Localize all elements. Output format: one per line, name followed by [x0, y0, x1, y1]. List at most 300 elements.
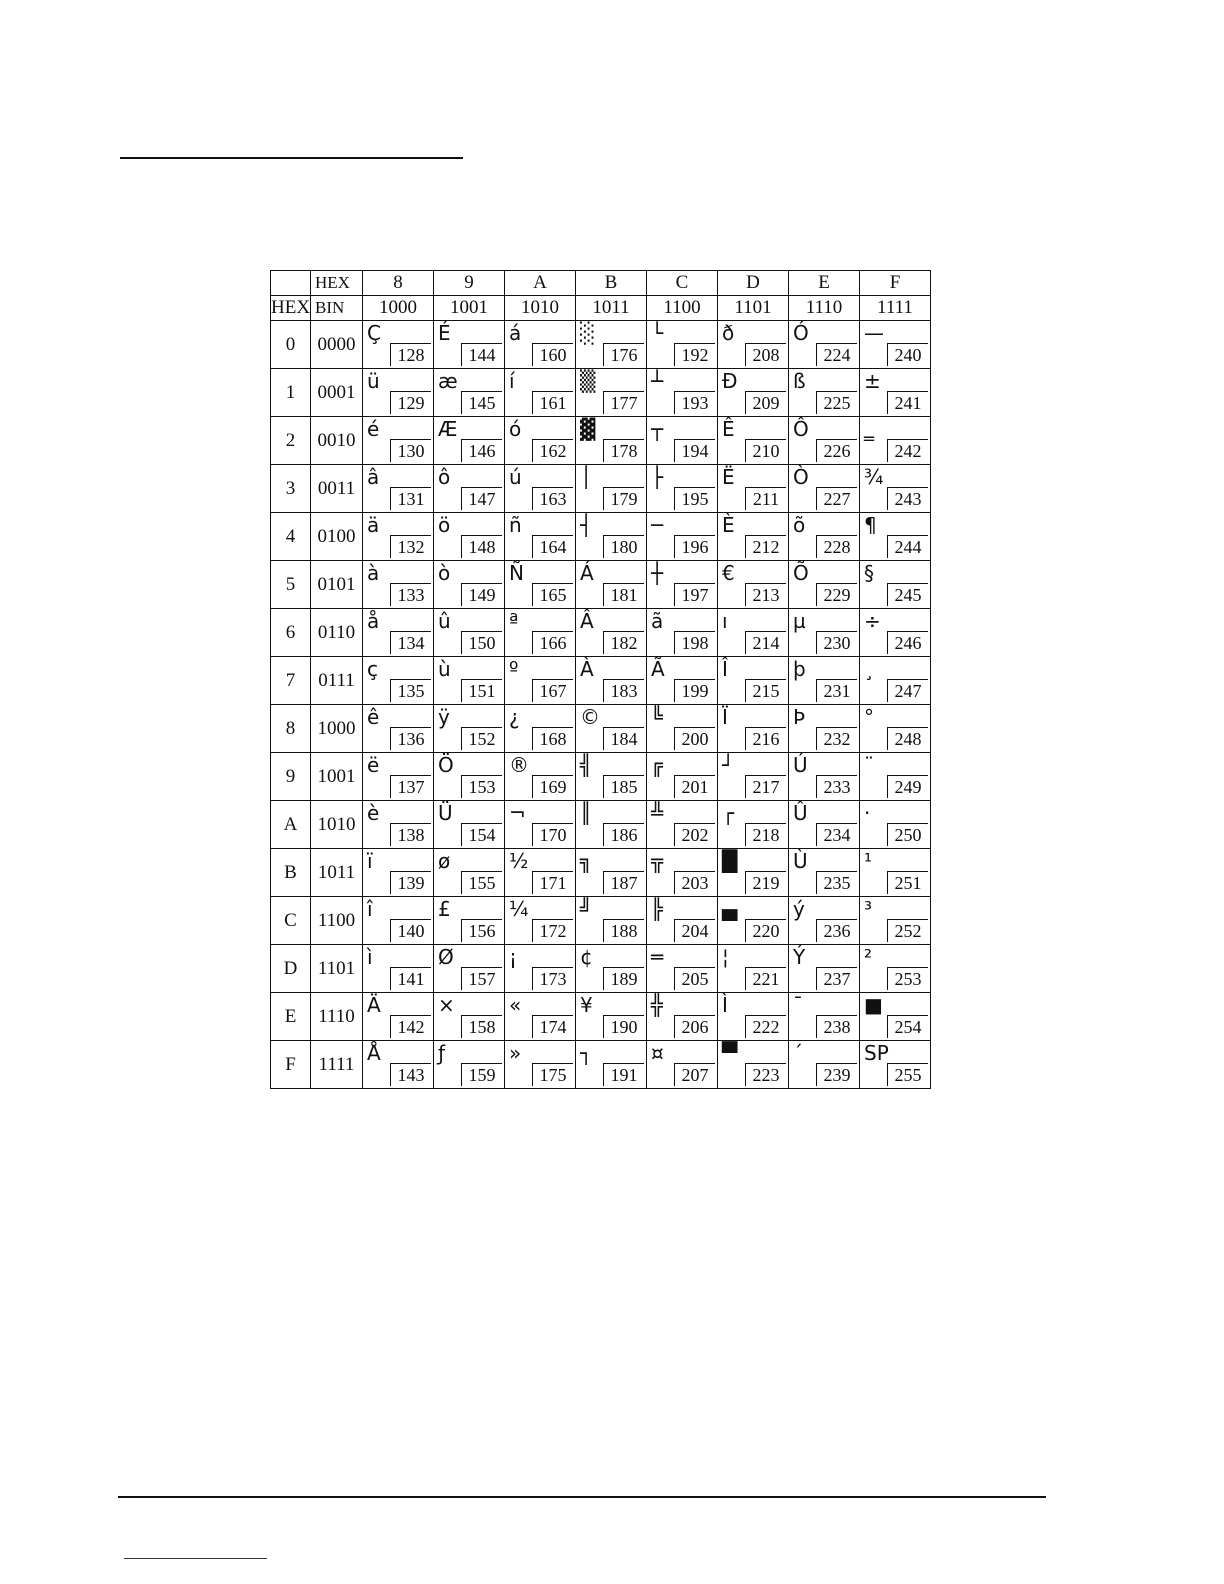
decimal-code: 240	[887, 343, 928, 366]
row-bin-value: 1000	[311, 705, 363, 753]
table-body	[271, 321, 931, 1089]
character-cell-body	[647, 657, 717, 704]
decimal-code: 223	[745, 1063, 786, 1086]
decimal-code: 163	[532, 487, 573, 510]
character-cell	[860, 321, 931, 369]
decimal-code: 167	[532, 679, 573, 702]
character-cell-body	[860, 513, 930, 560]
character-glyph: ░	[580, 321, 596, 345]
character-glyph: Đ	[722, 369, 738, 393]
character-glyph: ©	[580, 705, 600, 729]
character-glyph: ò	[438, 561, 451, 585]
row-hex-value: 9	[271, 753, 311, 801]
character-cell	[505, 513, 576, 561]
character-cell	[363, 561, 434, 609]
character-cell-body	[363, 561, 433, 608]
decimal-code: 231	[816, 679, 857, 702]
decimal-code: 202	[674, 823, 715, 846]
character-cell-body	[576, 705, 646, 752]
character-cell-body	[363, 849, 433, 896]
row-hex-value: F	[271, 1041, 311, 1089]
character-cell	[576, 513, 647, 561]
decimal-code: 220	[745, 919, 786, 942]
character-glyph: ƒ	[438, 1041, 446, 1065]
character-glyph: ·	[864, 801, 871, 825]
decimal-code: 227	[816, 487, 857, 510]
decimal-code: 199	[674, 679, 715, 702]
table-row	[271, 513, 931, 561]
character-glyph: ╠	[651, 897, 664, 921]
decimal-code: 138	[390, 823, 431, 846]
row-hex-value: 0	[271, 321, 311, 369]
decimal-code: 143	[390, 1063, 431, 1086]
character-cell-body	[576, 513, 646, 560]
character-cell	[718, 849, 789, 897]
bin-header-row	[271, 296, 931, 321]
character-glyph: €	[722, 561, 735, 585]
character-cell-body	[505, 561, 575, 608]
character-cell	[363, 993, 434, 1041]
decimal-code: 197	[674, 583, 715, 606]
character-glyph: ö	[438, 513, 451, 537]
character-glyph: ÿ	[438, 705, 450, 729]
character-cell-body	[860, 417, 930, 464]
character-glyph: î	[367, 897, 373, 921]
character-glyph: à	[367, 561, 380, 585]
row-hex-value: A	[271, 801, 311, 849]
character-cell-body	[718, 321, 788, 368]
decimal-code: 166	[532, 631, 573, 654]
decimal-code: 210	[745, 439, 786, 462]
decimal-code: 212	[745, 535, 786, 558]
character-cell-body	[789, 897, 859, 944]
character-cell-body	[647, 561, 717, 608]
character-cell	[576, 609, 647, 657]
character-glyph: ╗	[580, 849, 593, 873]
row-hex-value: 2	[271, 417, 311, 465]
table-row	[271, 993, 931, 1041]
character-glyph: ▒	[580, 369, 596, 393]
character-cell-body	[647, 417, 717, 464]
column-hex-d: D	[718, 271, 789, 296]
decimal-code: 173	[532, 967, 573, 990]
character-cell	[434, 993, 505, 1041]
character-glyph: ┘	[722, 753, 735, 777]
character-cell	[576, 657, 647, 705]
character-cell	[505, 1041, 576, 1089]
character-cell	[434, 657, 505, 705]
decimal-code: 244	[887, 535, 928, 558]
character-glyph: ╦	[651, 849, 664, 873]
character-cell	[789, 657, 860, 705]
decimal-code: 159	[461, 1063, 502, 1086]
character-glyph: SP	[864, 1041, 889, 1065]
decimal-code: 157	[461, 967, 502, 990]
decimal-code: 216	[745, 727, 786, 750]
column-hex-c: C	[647, 271, 718, 296]
decimal-code: 236	[816, 919, 857, 942]
hex-label: HEX	[311, 271, 363, 296]
character-glyph: Ñ	[509, 561, 524, 585]
column-bin-c: 1100	[647, 296, 718, 321]
character-cell-body	[718, 465, 788, 512]
character-cell-body	[505, 849, 575, 896]
character-cell	[789, 561, 860, 609]
decimal-code: 245	[887, 583, 928, 606]
character-cell-body	[789, 705, 859, 752]
character-cell	[505, 705, 576, 753]
character-cell-body	[789, 753, 859, 800]
decimal-code: 135	[390, 679, 431, 702]
decimal-code: 207	[674, 1063, 715, 1086]
character-cell	[505, 849, 576, 897]
character-glyph: ø	[438, 849, 451, 873]
character-glyph: þ	[793, 657, 806, 681]
decimal-code: 196	[674, 535, 715, 558]
decimal-code: 201	[674, 775, 715, 798]
character-cell-body	[647, 897, 717, 944]
character-cell	[789, 321, 860, 369]
character-glyph: ├	[651, 465, 664, 489]
character-cell	[860, 513, 931, 561]
row-hex-value: E	[271, 993, 311, 1041]
character-cell	[363, 321, 434, 369]
character-cell	[860, 609, 931, 657]
decimal-code: 193	[674, 391, 715, 414]
decimal-code: 174	[532, 1015, 573, 1038]
decimal-code: 222	[745, 1015, 786, 1038]
column-hex-b: B	[576, 271, 647, 296]
column-bin-9: 1001	[434, 296, 505, 321]
character-cell	[647, 321, 718, 369]
character-cell-body	[505, 897, 575, 944]
row-hex-value: B	[271, 849, 311, 897]
table-row	[271, 753, 931, 801]
decimal-code: 247	[887, 679, 928, 702]
character-glyph: Ø	[438, 945, 454, 969]
table-row	[271, 321, 931, 369]
character-cell	[860, 417, 931, 465]
character-cell	[363, 849, 434, 897]
decimal-code: 148	[461, 535, 502, 558]
row-hex-value: C	[271, 897, 311, 945]
character-glyph: ç	[367, 657, 378, 681]
character-cell-body	[576, 897, 646, 944]
decimal-code: 131	[390, 487, 431, 510]
decimal-code: 224	[816, 343, 857, 366]
character-cell-body	[860, 897, 930, 944]
character-cell	[576, 417, 647, 465]
character-cell-body	[363, 897, 433, 944]
bin-label: BIN	[311, 296, 363, 321]
character-cell-body	[434, 321, 504, 368]
character-glyph: ¢	[580, 945, 593, 969]
character-glyph: Ï	[722, 705, 728, 729]
character-cell	[363, 513, 434, 561]
character-cell	[860, 705, 931, 753]
character-glyph: µ	[793, 609, 806, 633]
character-glyph: ü	[367, 369, 380, 393]
character-glyph: ²	[864, 945, 873, 969]
character-glyph: Î	[722, 657, 728, 681]
decimal-code: 158	[461, 1015, 502, 1038]
row-bin-value: 0101	[311, 561, 363, 609]
character-cell	[505, 945, 576, 993]
character-glyph: ╚	[651, 705, 664, 729]
character-cell-body	[789, 609, 859, 656]
character-glyph: Ó	[793, 321, 809, 345]
character-glyph: Ê	[722, 417, 735, 441]
character-cell-body	[789, 513, 859, 560]
decimal-code: 208	[745, 343, 786, 366]
table-row	[271, 705, 931, 753]
character-glyph: █	[722, 849, 738, 873]
character-glyph: ®	[509, 753, 529, 777]
table-row	[271, 945, 931, 993]
decimal-code: 176	[603, 343, 644, 366]
row-hex-value: 4	[271, 513, 311, 561]
character-glyph: Þ	[793, 705, 806, 729]
character-glyph: ý	[793, 897, 805, 921]
character-glyph: ã	[651, 609, 664, 633]
character-cell	[505, 993, 576, 1041]
decimal-code: 217	[745, 775, 786, 798]
character-glyph: ä	[367, 513, 380, 537]
character-cell-body	[860, 561, 930, 608]
character-cell	[789, 417, 860, 465]
character-cell	[434, 369, 505, 417]
character-cell	[576, 705, 647, 753]
character-cell-body	[718, 513, 788, 560]
character-cell-body	[789, 849, 859, 896]
character-cell	[434, 753, 505, 801]
character-glyph: Û	[793, 801, 808, 825]
character-cell	[647, 657, 718, 705]
character-cell	[647, 945, 718, 993]
character-cell	[576, 849, 647, 897]
character-glyph: Ù	[793, 849, 808, 873]
decimal-code: 249	[887, 775, 928, 798]
decimal-code: 147	[461, 487, 502, 510]
character-cell	[718, 513, 789, 561]
character-cell-body	[718, 609, 788, 656]
character-glyph: ┌	[722, 801, 735, 825]
character-cell	[505, 321, 576, 369]
character-cell	[576, 561, 647, 609]
character-glyph: ¼	[509, 897, 529, 921]
character-cell-body	[647, 705, 717, 752]
character-glyph: ┬	[651, 417, 664, 441]
character-cell	[718, 753, 789, 801]
decimal-code: 200	[674, 727, 715, 750]
character-cell-body	[434, 465, 504, 512]
character-cell-body	[860, 465, 930, 512]
character-cell-body	[860, 993, 930, 1040]
character-cell-body	[434, 561, 504, 608]
decimal-code: 211	[745, 487, 786, 510]
character-cell-body	[363, 753, 433, 800]
character-cell	[576, 1041, 647, 1089]
row-hex-value: 3	[271, 465, 311, 513]
character-cell	[505, 801, 576, 849]
character-cell-body	[363, 993, 433, 1040]
character-cell-body	[505, 993, 575, 1040]
character-glyph: É	[438, 321, 451, 345]
decimal-code: 141	[390, 967, 431, 990]
character-cell-body	[789, 1041, 859, 1088]
character-glyph: ┼	[651, 561, 664, 585]
character-glyph: Ã	[651, 657, 665, 681]
column-hex-8: 8	[363, 271, 434, 296]
character-cell-body	[860, 609, 930, 656]
decimal-code: 183	[603, 679, 644, 702]
character-cell	[434, 801, 505, 849]
character-cell	[363, 417, 434, 465]
character-glyph: ´	[793, 1041, 803, 1065]
character-glyph: ª	[509, 609, 519, 633]
character-cell	[434, 513, 505, 561]
decimal-code: 254	[887, 1015, 928, 1038]
character-glyph: Ë	[722, 465, 735, 489]
character-glyph: è	[367, 801, 380, 825]
character-glyph: ■	[864, 993, 883, 1017]
character-cell	[505, 465, 576, 513]
character-cell	[434, 609, 505, 657]
character-glyph: ¦	[722, 945, 729, 969]
character-cell-body	[718, 417, 788, 464]
top-rule	[120, 157, 463, 159]
character-cell	[434, 417, 505, 465]
character-cell-body	[647, 609, 717, 656]
character-glyph: ï	[367, 849, 373, 873]
character-cell	[363, 897, 434, 945]
decimal-code: 162	[532, 439, 573, 462]
character-cell-body	[860, 705, 930, 752]
column-bin-b: 1011	[576, 296, 647, 321]
character-cell-body	[434, 417, 504, 464]
decimal-code: 179	[603, 487, 644, 510]
character-cell	[718, 993, 789, 1041]
character-cell-body	[647, 993, 717, 1040]
decimal-code: 171	[532, 871, 573, 894]
corner-cell	[271, 271, 311, 296]
character-cell	[363, 369, 434, 417]
table-row	[271, 897, 931, 945]
character-glyph: ¿	[509, 705, 520, 729]
decimal-code: 182	[603, 631, 644, 654]
row-bin-value: 1110	[311, 993, 363, 1041]
decimal-code: 175	[532, 1063, 573, 1086]
character-glyph: ú	[509, 465, 522, 489]
decimal-code: 152	[461, 727, 502, 750]
decimal-code: 189	[603, 967, 644, 990]
table-row	[271, 849, 931, 897]
character-cell-body	[434, 801, 504, 848]
character-cell	[789, 897, 860, 945]
decimal-code: 128	[390, 343, 431, 366]
character-cell-body	[718, 657, 788, 704]
footer-rule	[124, 1558, 267, 1559]
character-glyph: ┐	[580, 1041, 593, 1065]
character-glyph: Ô	[793, 417, 809, 441]
character-cell	[434, 897, 505, 945]
row-hex-value: 5	[271, 561, 311, 609]
row-bin-value: 0110	[311, 609, 363, 657]
decimal-code: 242	[887, 439, 928, 462]
decimal-code: 185	[603, 775, 644, 798]
character-cell	[789, 1041, 860, 1089]
character-glyph: §	[864, 561, 874, 585]
character-glyph: ║	[580, 801, 593, 825]
character-cell	[718, 705, 789, 753]
character-cell-body	[718, 801, 788, 848]
decimal-code: 132	[390, 535, 431, 558]
character-cell-body	[718, 945, 788, 992]
character-cell-body	[860, 657, 930, 704]
character-cell	[647, 465, 718, 513]
character-cell	[860, 465, 931, 513]
character-cell	[789, 513, 860, 561]
character-cell	[718, 1041, 789, 1089]
character-cell-body	[718, 369, 788, 416]
character-cell	[860, 897, 931, 945]
character-cell-body	[860, 369, 930, 416]
character-cell	[789, 801, 860, 849]
character-cell	[647, 561, 718, 609]
decimal-code: 187	[603, 871, 644, 894]
character-cell-body	[505, 465, 575, 512]
character-cell	[505, 657, 576, 705]
character-cell-body	[434, 609, 504, 656]
character-cell-body	[434, 369, 504, 416]
character-cell	[363, 609, 434, 657]
character-cell	[718, 609, 789, 657]
decimal-code: 213	[745, 583, 786, 606]
character-cell	[718, 465, 789, 513]
row-bin-value: 1100	[311, 897, 363, 945]
decimal-code: 235	[816, 871, 857, 894]
character-cell-body	[789, 561, 859, 608]
character-cell	[789, 993, 860, 1041]
decimal-code: 233	[816, 775, 857, 798]
character-cell-body	[576, 465, 646, 512]
character-glyph: ¨	[864, 753, 874, 777]
character-cell-body	[505, 945, 575, 992]
character-cell	[860, 561, 931, 609]
decimal-code: 164	[532, 535, 573, 558]
decimal-code: 184	[603, 727, 644, 750]
character-cell	[860, 753, 931, 801]
column-bin-e: 1110	[789, 296, 860, 321]
character-glyph: ╔	[651, 753, 664, 777]
character-cell-body	[505, 753, 575, 800]
character-cell-body	[434, 993, 504, 1040]
decimal-code: 243	[887, 487, 928, 510]
character-cell	[363, 801, 434, 849]
character-cell	[363, 465, 434, 513]
character-cell	[434, 321, 505, 369]
character-glyph: ¬	[509, 801, 526, 825]
row-bin-value: 0100	[311, 513, 363, 561]
character-glyph: Ä	[367, 993, 381, 1017]
decimal-code: 137	[390, 775, 431, 798]
character-cell-body	[860, 321, 930, 368]
row-bin-value: 1001	[311, 753, 363, 801]
character-cell-body	[647, 753, 717, 800]
decimal-code: 139	[390, 871, 431, 894]
decimal-code: 180	[603, 535, 644, 558]
character-cell-body	[718, 897, 788, 944]
